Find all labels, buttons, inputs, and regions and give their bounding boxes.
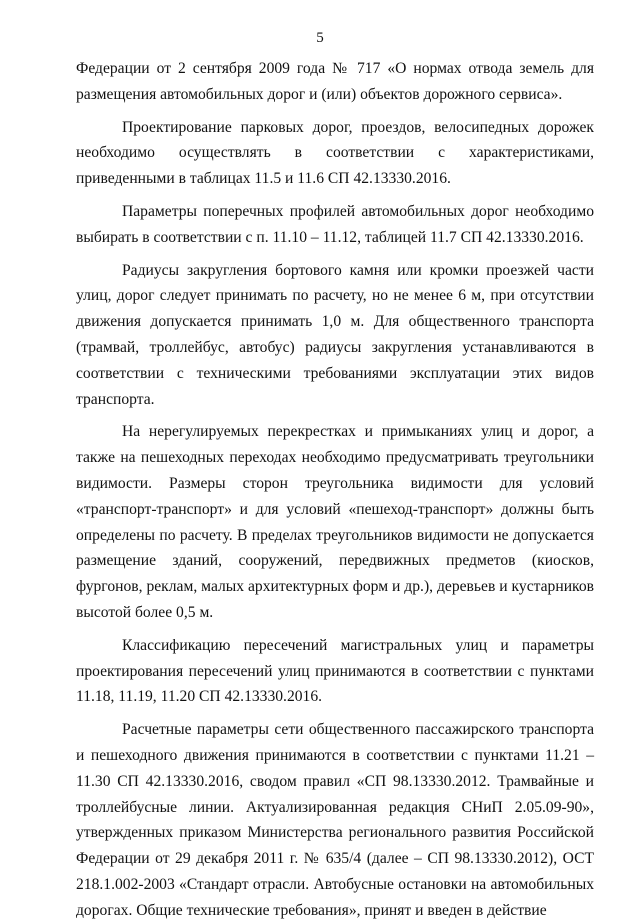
paragraph-4: Радиусы закругления бортового камня или кромки проезжей части улиц, дорог следует принимать по расчету, но не менее 6 м, при отсутствии движения допускается принимать 1,0 м. Для общественного транспорта (трамвай, троллейбус, автобус) радиусы закругления устанавливаются в соответствии с техническими требованиями эксплуатации этих видов транспорта. [76, 261, 594, 408]
paragraph-2: Проектирование парковых дорог, проездов, велосипедных дорожек необходимо осуществлять в соответствии с характеристиками, приведенными в таблицах 11.5 и 11.6 СП 42.13330.2016. [76, 118, 594, 188]
paragraph-1: Федерации от 2 сентября 2009 года № 717 «О нормах отвода земель для размещения автомобильных дорог и (или) объектов дорожного сервиса». [76, 60, 594, 103]
paragraph-7: Расчетные параметры сети общественного пассажирского транспорта и пешеходного движения принимаются в соответствии с пунктами 11.21 – 11.30 СП 42.13330.2016, сводом правил «СП 98.13330.2012. Трамвайные и троллейбусные линии. Актуализированная редакция СНиП 2.05.09-90», утвержденных приказом Министерства регионального развития Российской Федерации от 29 декабря 2011 г. № 635/4 (далее – СП 98.13330.2012), ОСТ 218.1.002-2003 «Стандарт отрасли. Автобусные остановки на автомобильных дорогах. Общие технические требования», принят и введен в действие [76, 721, 594, 919]
paragraph-6: Классификацию пересечений магистральных улиц и параметры проектирования пересечений улиц принимаются в соответствии с пунктами 11.18, 11.19, 11.20 СП 42.13330.2016. [76, 636, 594, 706]
page-number: 5 [316, 30, 324, 46]
paragraph-3: Параметры поперечных профилей автомобильных дорог необходимо выбирать в соответствии с п. 11.10 – 11.12, таблицей 11.7 СП 42.13330.2016. [76, 202, 594, 246]
document-body [76, 56, 594, 924]
paragraph-5: На нерегулируемых перекрестках и примыканиях улиц и дорог, а также на пешеходных переходах необходимо предусматривать треугольники видимости. Размеры сторон треугольника видимости для условий «транспорт-транспорт» и для условий «пешеход-транспорт» должны быть определены по расчету. В пределах треугольников видимости не допускается размещение зданий, сооружений, передвижных предметов (киосков, фургонов, реклам, малых архитектурных форм и др.), деревьев и кустарников высотой более 0,5 м. [76, 423, 594, 621]
